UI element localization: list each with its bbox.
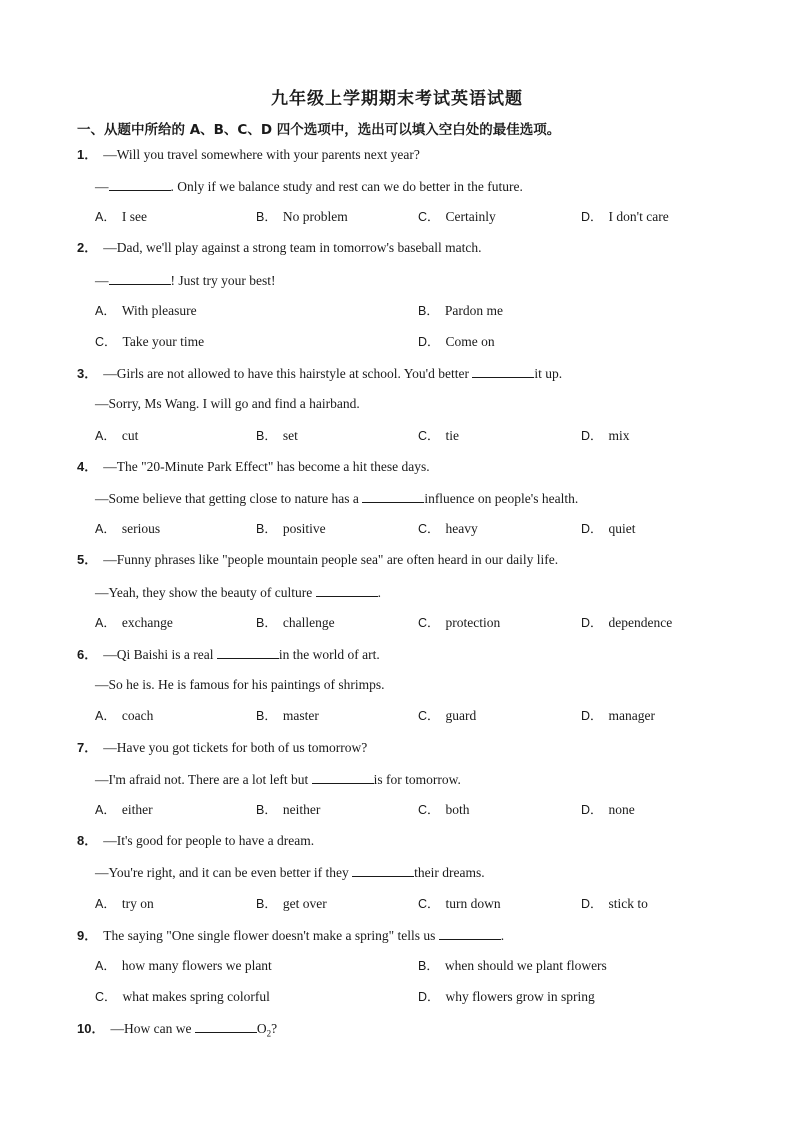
option-text: why flowers grow in spring [445,989,595,1004]
question-text: their dreams. [414,865,485,880]
option-b[interactable] [256,208,348,226]
option-a[interactable] [95,208,147,226]
option-text: stick to [608,896,648,911]
option-text: either [121,802,153,817]
option-letter: C． [418,803,440,817]
option-text: turn down [445,896,501,911]
option-d[interactable] [581,895,648,913]
option-letter: D． [581,897,603,911]
answer-blank[interactable] [439,926,501,940]
question-text: —Have you got tickets for both of us tomorrow? [103,740,368,755]
question-text: —Funny phrases like "people mountain people sea" are often heard in our daily life. [103,552,559,567]
question-2 [77,239,482,257]
question-2-line2 [95,271,276,290]
option-letter: D． [581,210,603,224]
option-a[interactable] [95,801,153,819]
option-letter: A． [95,803,116,817]
question-number: 7． [77,740,98,755]
answer-blank[interactable] [195,1019,257,1033]
option-b[interactable] [256,707,319,725]
option-letter: D． [418,990,440,1004]
option-d[interactable] [581,520,636,538]
option-letter: D． [581,522,603,536]
option-d[interactable] [581,801,635,819]
question-7-line2 [95,770,461,789]
option-text: I don't care [608,209,669,224]
question-text: The saying "One single flower doesn't make a spring" tells us [103,928,439,943]
option-text: neither [282,802,321,817]
option-b[interactable] [418,302,503,320]
option-letter: A． [95,522,116,536]
dialog-dash: — [95,273,109,288]
question-text: —Dad, we'll play against a strong team in tomorrow's baseball match. [103,240,482,255]
option-letter: A． [95,210,116,224]
question-number: 1． [77,147,98,162]
option-text: guard [445,708,477,723]
section-heading: 一、从题中所给的 A、B、C、D 四个选项中，选出可以填入空白处的最佳选项。 [77,122,561,138]
option-text: I see [121,209,147,224]
option-text: mix [608,428,630,443]
option-a[interactable] [95,427,138,445]
option-letter: D． [581,616,603,630]
question-8-line2 [95,863,485,882]
option-letter: B． [418,304,439,318]
question-number: 5． [77,552,98,567]
option-letter: C． [95,990,117,1004]
answer-blank[interactable] [109,177,171,191]
option-text: positive [282,521,326,536]
option-letter: B． [256,803,277,817]
option-text: get over [282,896,327,911]
option-text: No problem [282,209,348,224]
question-text: —Qi Baishi is a real [103,647,217,662]
question-1-line2 [95,177,523,196]
option-c[interactable] [95,988,270,1006]
option-c[interactable] [418,427,459,445]
question-7 [77,739,367,757]
option-text: set [282,428,298,443]
option-a[interactable] [95,895,154,913]
option-a[interactable] [95,614,173,632]
option-text: cut [121,428,139,443]
question-text: ! Just try your best! [170,273,276,288]
option-letter: D． [581,709,603,723]
option-letter: B． [256,522,277,536]
option-c[interactable] [418,614,500,632]
answer-blank[interactable] [316,583,378,597]
question-text: —You're right, and it can be even better if they [95,865,353,880]
option-c[interactable] [95,333,204,351]
question-text: is for tomorrow. [373,772,461,787]
option-b[interactable] [256,801,320,819]
question-text: —So he is. He is famous for his paintings of shrimps. [95,677,385,692]
question-3 [77,364,562,383]
option-text: master [282,708,319,723]
option-text: With pleasure [121,303,197,318]
option-a[interactable] [95,302,197,320]
question-text: —Girls are not allowed to have this hairstyle at school. You'd better [103,366,473,381]
question-text: . [500,928,505,943]
option-d[interactable] [418,333,495,351]
option-letter: A． [95,897,116,911]
option-letter: C． [95,335,117,349]
option-text: Pardon me [444,303,503,318]
option-d[interactable] [418,988,595,1006]
question-text: influence on people's health. [424,491,579,506]
option-letter: A． [95,959,116,973]
option-b[interactable] [256,895,327,913]
question-number: 9． [77,928,98,943]
option-letter: A． [95,429,116,443]
option-b[interactable] [256,614,335,632]
option-letter: B． [256,210,277,224]
option-text: Take your time [122,334,205,349]
option-text: Certainly [445,209,496,224]
question-text: O [256,1021,267,1036]
question-number: 8． [77,833,98,848]
question-text: —How can we [110,1021,195,1036]
option-letter: C． [418,616,440,630]
question-6-line2 [95,676,385,694]
option-text: protection [445,615,501,630]
option-text: coach [121,708,154,723]
option-c[interactable] [418,801,470,819]
option-b[interactable] [256,520,326,538]
option-c[interactable] [418,707,476,725]
option-letter: C． [418,522,440,536]
question-text: —The "20-Minute Park Effect" has become a hit these days. [103,459,430,474]
option-letter: C． [418,429,440,443]
question-4 [77,458,430,476]
question-4-line2 [95,489,578,508]
option-d[interactable] [581,427,630,445]
option-a[interactable] [95,957,272,975]
question-text: —Some believe that getting close to nature has a [95,491,363,506]
option-letter: B． [256,709,277,723]
option-c[interactable] [418,520,478,538]
question-5 [77,551,558,569]
question-text: . [377,585,381,600]
option-text: serious [121,521,161,536]
option-text: how many flowers we plant [121,958,272,973]
option-letter: A． [95,709,116,723]
answer-blank[interactable] [109,271,171,285]
option-text: what makes spring colorful [122,989,270,1004]
option-letter: B． [256,429,277,443]
option-letter: C． [418,709,440,723]
option-text: quiet [608,521,636,536]
option-text: tie [445,428,460,443]
answer-blank[interactable] [362,489,424,503]
option-letter: C． [418,897,440,911]
page-title: 九年级上学期期末考试英语试题 [271,89,523,109]
option-letter: D． [581,803,603,817]
option-text: try on [121,896,154,911]
answer-blank[interactable] [312,770,374,784]
option-letter: B． [256,616,277,630]
subscript: 2 [266,1028,272,1039]
option-text: when should we plant flowers [444,958,607,973]
option-letter: D． [581,429,603,443]
answer-blank[interactable] [217,645,279,659]
option-a[interactable] [95,707,153,725]
option-c[interactable] [418,208,496,226]
question-text: —Yeah, they show the beauty of culture [95,585,316,600]
question-1 [77,146,420,164]
question-5-line2 [95,583,381,602]
option-text: dependence [608,615,673,630]
question-number: 4． [77,459,98,474]
option-d[interactable] [581,707,655,725]
question-8 [77,832,314,850]
option-letter: D． [418,335,440,349]
question-text: . Only if we balance study and rest can we do better in the future. [170,179,523,194]
option-letter: C． [418,210,440,224]
option-text: challenge [282,615,335,630]
option-text: Come on [445,334,495,349]
question-number: 6． [77,647,98,662]
answer-blank[interactable] [472,364,534,378]
question-6 [77,645,380,664]
option-d[interactable] [581,208,669,226]
option-b[interactable] [256,427,298,445]
option-text: exchange [121,615,173,630]
question-9 [77,926,504,945]
option-letter: A． [95,304,116,318]
option-b[interactable] [418,957,607,975]
question-text: —Sorry, Ms Wang. I will go and find a hairband. [95,396,360,411]
question-text: in the world of art. [278,647,380,662]
option-a[interactable] [95,520,160,538]
question-text: —It's good for people to have a dream. [103,833,315,848]
question-number: 2． [77,240,98,255]
option-letter: A． [95,616,116,630]
option-c[interactable] [418,895,501,913]
answer-blank[interactable] [352,863,414,877]
question-text: it up. [534,366,563,381]
option-text: both [445,802,470,817]
option-letter: B． [418,959,439,973]
question-number: 3． [77,366,98,381]
question-number: 10． [77,1021,105,1036]
question-text: —Will you travel somewhere with your parents next year? [103,147,420,162]
question-text: ? [271,1021,278,1036]
option-text: manager [608,708,656,723]
option-text: none [608,802,635,817]
option-text: heavy [445,521,478,536]
question-3-line2 [95,395,360,413]
dialog-dash: — [95,179,109,194]
option-letter: B． [256,897,277,911]
question-10 [77,1019,277,1043]
question-text: —I'm afraid not. There are a lot left but [95,772,312,787]
option-d[interactable] [581,614,672,632]
